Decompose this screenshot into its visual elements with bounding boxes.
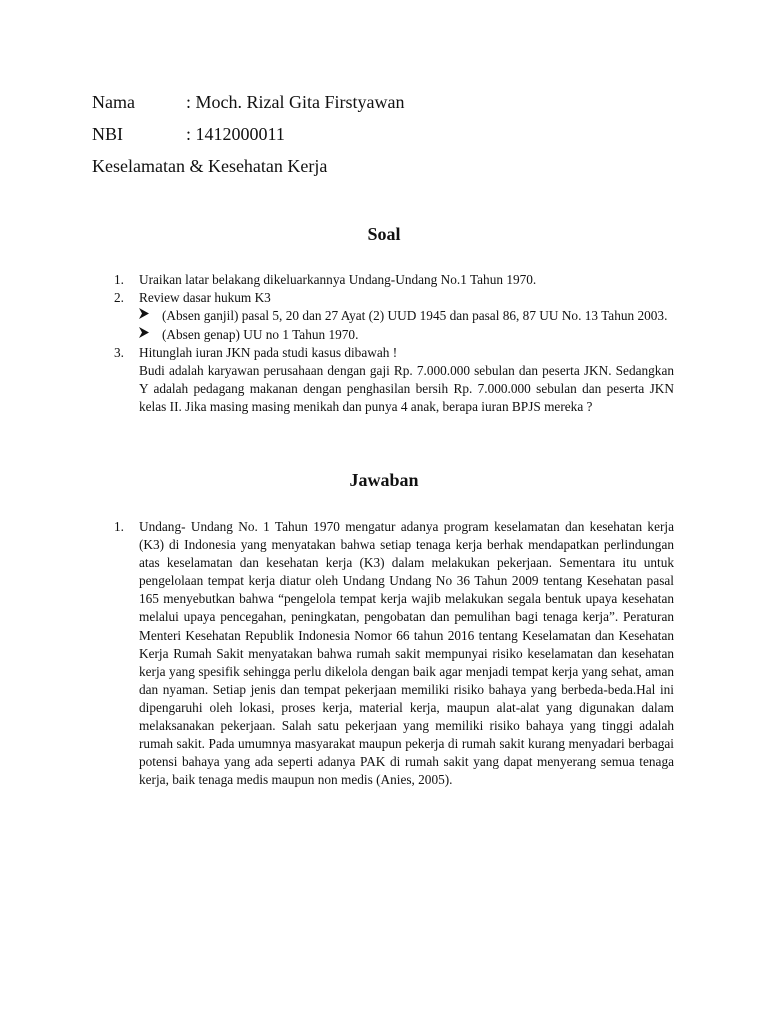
jawaban-list [114,518,674,789]
course-title: Keselamatan & Kesehatan Kerja [92,156,328,176]
item-number: 2. [114,290,124,306]
answer-paragraph: Undang- Undang No. 1 Tahun 1970 mengatur adanya program keselamatan dan kesehatan kerja (K3) di Indonesia yang menyatakan bahwa setiap tenaga kerja berhak mendapatkan perlindungan atas keselamatan dan kesehatan kerja (K3) dalam melakukan pekerjaan. Sementara itu untuk pengelolaan tempat kerja diatur oleh Undang Undang No 36 Tahun 2009 tentang Kesehatan pasal 165 menyebutkan bahwa “pengelola tempat kerja wajib melakukan segala bentuk upaya kesehatan melalui upaya pencegahan, peningkatan, pengobatan dan pemulihan bagi tenaga kerja”. Peraturan Menteri Kesehatan Republik Indonesia Nomor 66 tahun 2016 tentang Keselamatan dan Kesehatan Kerja Rumah Sakit menyatakan bahwa rumah sakit mempunyai risiko keselamatan dan kesehatan kerja yang spesifik sehingga perlu dikelola dengan baik agar menjadi tempat kerja yang sehat, aman dan nyaman. Setiap jenis dan tempat pekerjaan memiliki risiko bahaya yang berbeda-beda.Hal ini dipengaruhi oleh lokasi, proses kerja, material kerja, maupun alat-alat yang digunakan dalam melaksanakan pekerjaan. Salah satu pekerjaan yang memiliki risiko bahaya yang tinggi adalah rumah sakit. Pada umumnya masyarakat maupun pekerja di rumah sakit kurang menyadari berbagai potensi bahaya yang ada seperti adanya PAK di rumah sakit yang dapat menyerang semua tenaga kerja, baik tenaga medis maupun non medis (Anies, 2005). [139,519,674,788]
jawaban-heading: Jawaban [349,470,419,490]
sub-item-text: (Absen ganjil) pasal 5, 20 dan 27 Ayat (2) UUD 1945 dan pasal 86, 87 UU No. 13 Tahun 2003. [162,308,668,324]
student-header [92,86,692,182]
item-text: Hitunglah iuran JKN pada studi kasus dibawah ! [139,344,398,360]
case-study-paragraph: Budi adalah karyawan perusahaan dengan gaji Rp. 7.000.000 sebulan dan peserta JKN. Sedangkan Y adalah pedagang makanan dengan penghasilan bersih Rp. 7.000.000 sebulan dan peserta JKN kelas II. Jika masing masing menikah dan punya 4 anak, berapa iuran BPJS mereka ? [139,363,674,415]
item-number: 1. [114,519,124,534]
nbi-label: NBI [92,124,123,144]
name-value: : Moch. Rizal Gita Firstyawan [186,92,405,112]
list-item [114,344,674,417]
nbi-value: : 1412000011 [186,124,285,144]
arrowhead-bullet-icon [139,307,162,325]
soal-list [114,271,674,417]
sub-item [139,326,674,344]
soal-heading: Soal [367,224,401,244]
nbi-row [92,118,692,150]
item-text: Review dasar hukum K3 [139,290,271,306]
item-text: Uraikan latar belakang dikeluarkannya Undang-Undang No.1 Tahun 1970. [139,272,537,287]
item-number: 1. [114,272,124,287]
list-item [114,289,674,344]
sub-item-text: (Absen genap) UU no 1 Tahun 1970. [162,326,359,342]
arrowhead-bullet-icon [139,326,162,344]
list-item [114,271,674,289]
item-number: 3. [114,344,124,360]
name-label: Nama [92,92,135,112]
sub-item [139,307,674,325]
name-row [92,86,692,118]
list-item [114,518,674,789]
course-row [92,150,692,182]
